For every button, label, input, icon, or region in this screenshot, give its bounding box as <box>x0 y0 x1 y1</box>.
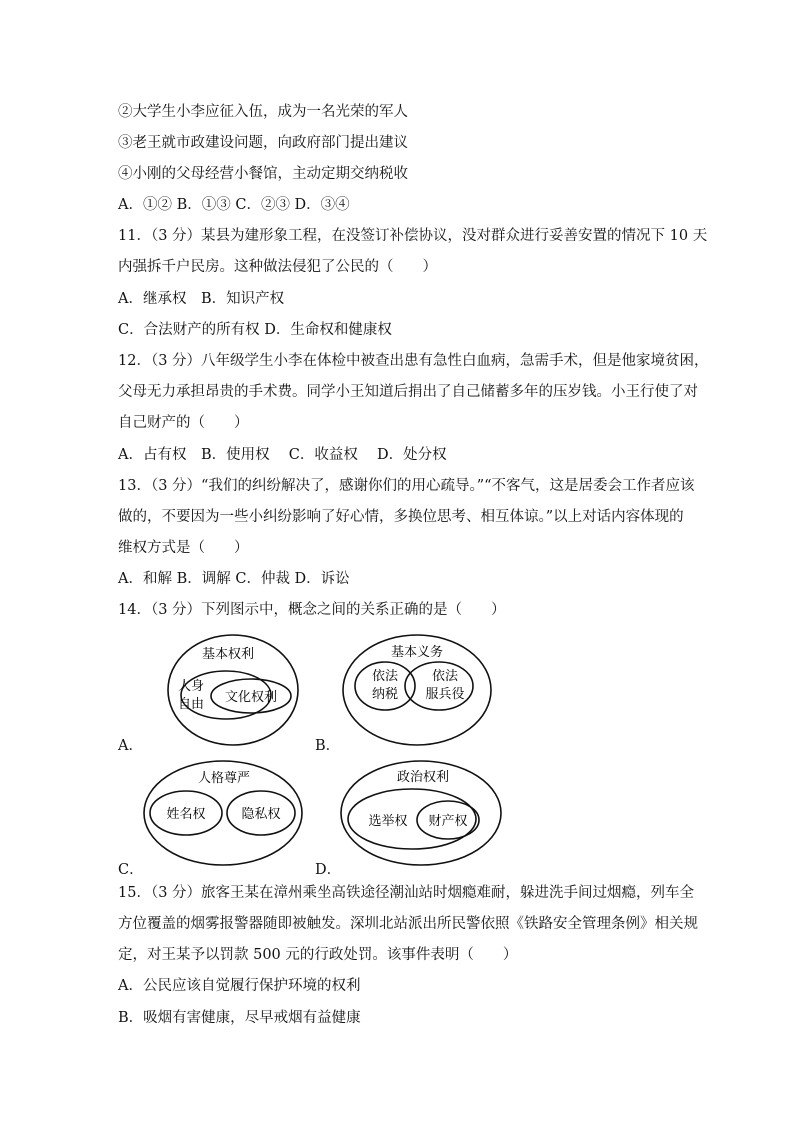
diagram-b-letter: B． <box>315 738 341 754</box>
diagram-a <box>118 628 308 753</box>
diagram-c-letter: C． <box>118 862 144 878</box>
left-label-top: 依法 <box>371 669 399 684</box>
question-11-stem: 11．（3 分）某县为建形象工程，在没签订补偿协议，没对群众进行妥善安置的情况下 10 天 <box>118 228 708 244</box>
diagram-d <box>315 755 510 875</box>
right-label-bottom: 服兵役 <box>425 687 465 702</box>
inner-label-bottom: 自由 <box>177 697 205 712</box>
inner-label-top: 人身 <box>177 679 205 694</box>
diagram-b <box>315 628 505 753</box>
question-15-stem: 方位覆盖的烟雾报警器随即被触发。深圳北站派出所民警依照《铁路安全管理条例》相关规 <box>118 916 698 932</box>
answer-choices: A．①② B．①③ C．②③ D．③④ <box>118 197 350 213</box>
question-12-stem: 自己财产的（ ） <box>118 415 249 431</box>
innermost-label: 文化权利 <box>224 690 278 705</box>
diagram-a-letter: A． <box>118 738 143 754</box>
question-15-stem: 15．（3 分）旅客王某在漳州乘坐高铁途径潮汕站时烟瘾难耐，躲进洗手间过烟瘾，列车全 <box>118 885 695 901</box>
answer-choices: A．继承权 B．知识产权 <box>118 291 285 307</box>
answer-choice: A．公民应该自觉履行保护环境的权利 <box>118 978 361 994</box>
inner-label: 选举权 <box>368 814 408 829</box>
question-14-stem: 14．（3 分）下列图示中，概念之间的关系正确的是（ ） <box>118 602 506 618</box>
question-15-stem: 定，对王某予以罚款 500 元的行政处罚。该事件表明（ ） <box>118 947 518 963</box>
option-line: ②大学生小李应征入伍，成为一名光荣的军人 <box>118 104 408 120</box>
right-label: 隐私权 <box>241 807 281 822</box>
diagram-d-letter: D． <box>315 862 342 878</box>
left-label: 姓名权 <box>166 807 206 822</box>
outer-label: 政治权利 <box>396 770 450 785</box>
innermost-label: 财产权 <box>428 814 468 829</box>
right-label-top: 依法 <box>431 669 459 684</box>
question-13-stem: 做的，不要因为一些小纠纷影响了好心情，多换位思考、相互体谅。”以上对话内容体现的 <box>118 509 684 525</box>
answer-choice: B．吸烟有害健康，尽早戒烟有益健康 <box>118 1010 361 1026</box>
question-12-stem: 12．（3 分）八年级学生小李在体检中被查出患有急性白血病，急需手术，但是他家境贫困， <box>118 353 709 369</box>
answer-choices: C．合法财产的所有权 D．生命权和健康权 <box>118 322 392 338</box>
question-13-stem: 维权方式是（ ） <box>118 540 249 556</box>
question-12-stem: 父母无力承担昂贵的手术费。同学小王知道后捐出了自己储蓄多年的压岁钱。小王行使了对 <box>118 384 698 400</box>
outer-label: 基本义务 <box>390 645 444 660</box>
option-line: ③老王就市政建设问题，向政府部门提出建议 <box>118 135 408 151</box>
left-label-bottom: 纳税 <box>371 687 399 702</box>
outer-label: 人格尊严 <box>197 771 251 786</box>
question-11-stem: 内强拆千户民房。这种做法侵犯了公民的（ ） <box>118 259 437 275</box>
question-13-stem: 13．（3 分）“我们的纠纷解决了，感谢你们的用心疏导。”“不客气，这是居委会工作者应该 <box>118 478 695 494</box>
answer-choices: A．占有权 B．使用权 C．收益权 D．处分权 <box>118 447 447 463</box>
diagram-c <box>118 755 308 875</box>
option-line: ④小刚的父母经营小餐馆，主动定期交纳税收 <box>118 166 408 182</box>
outer-label: 基本权利 <box>201 647 255 662</box>
answer-choices: A．和解 B．调解 C．仲裁 D．诉讼 <box>118 571 350 587</box>
